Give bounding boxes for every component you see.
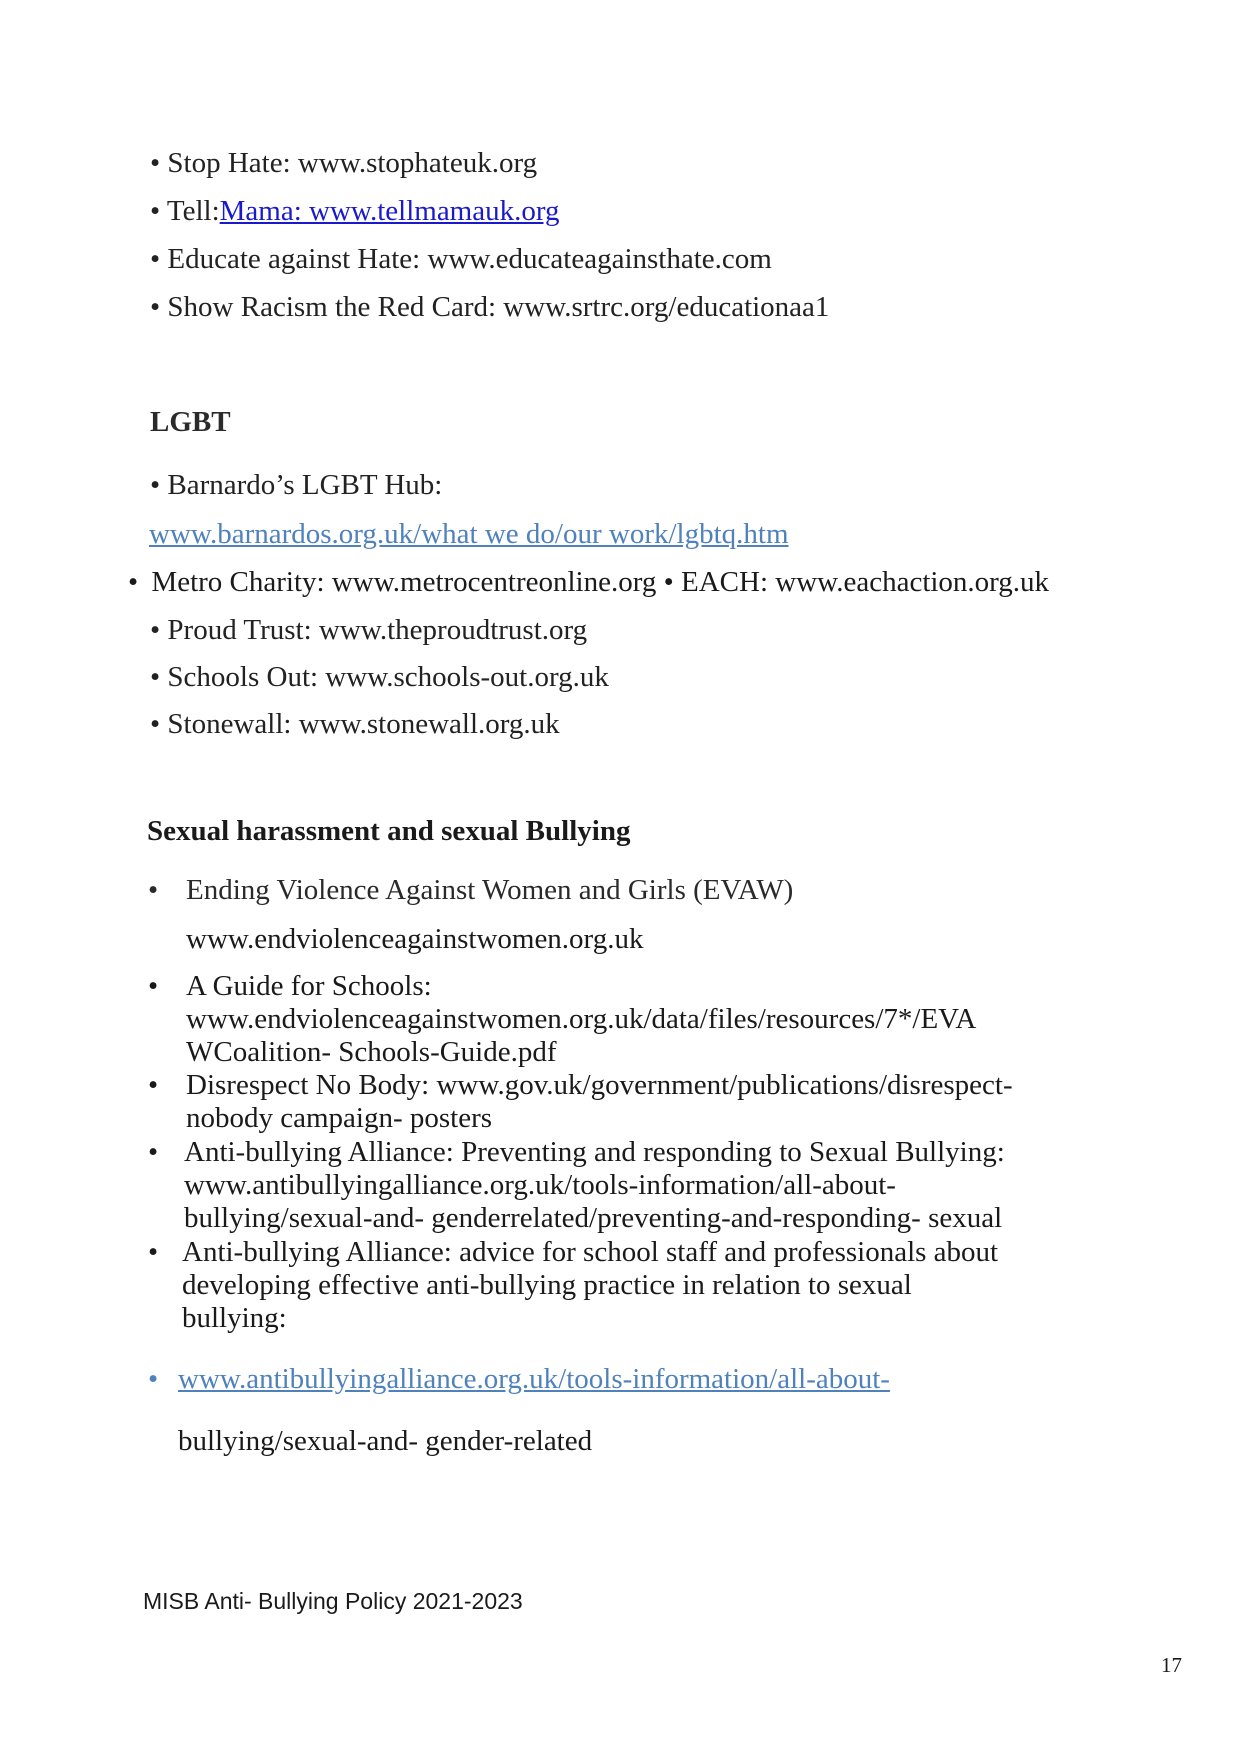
- bullet: •: [148, 1069, 159, 1101]
- list-item-line: Disrespect No Body: www.gov.uk/government/publications/disrespect-: [186, 1069, 1013, 1101]
- bullet: •: [150, 708, 161, 740]
- list-item-line: A Guide for Schools:: [186, 970, 432, 1002]
- bullet: •: [150, 243, 161, 275]
- list-item-final-link: [148, 1362, 890, 1396]
- evaw-url: www.endviolenceagainstwomen.org.uk: [186, 923, 644, 955]
- bullet: •: [148, 1363, 159, 1395]
- list-item-line: www.antibullyingalliance.org.uk/tools-information/all-about-: [184, 1169, 896, 1201]
- list-item-text: Proud Trust: www.theproudtrust.org: [167, 614, 588, 646]
- barnardos-link-line: [149, 517, 789, 551]
- bullet: •: [128, 566, 139, 598]
- list-item-evaw: [148, 873, 794, 907]
- section-heading-lgbt: LGBT: [150, 406, 231, 438]
- bullet: •: [150, 147, 161, 179]
- list-item-line: Anti-bullying Alliance: advice for school staff and professionals about: [182, 1236, 999, 1268]
- list-item-line: www.endviolenceagainstwomen.org.uk/data/files/resources/7*/EVA: [186, 1003, 977, 1035]
- tell-mama-link[interactable]: Mama: www.tellmamauk.org: [219, 195, 560, 227]
- bullet: •: [150, 291, 161, 323]
- list-item-text: Schools Out: www.schools-out.org.uk: [167, 661, 609, 693]
- list-item-prefix: Tell:: [166, 195, 220, 227]
- section-heading-sexual-harassment: Sexual harassment and sexual Bullying: [147, 815, 631, 847]
- bullet: •: [148, 970, 159, 1002]
- page-number: 17: [1161, 1653, 1182, 1677]
- list-item-proud-trust: [150, 613, 587, 647]
- list-item-line: nobody campaign- posters: [186, 1102, 493, 1134]
- list-item-text: Educate against Hate: www.educateagainsthate.com: [167, 243, 772, 275]
- list-item-tell-mama: [150, 194, 560, 228]
- list-item-stonewall: [150, 707, 560, 741]
- footer-title: MISB Anti- Bullying Policy 2021-2023: [143, 1588, 523, 1614]
- antibullying-alliance-link[interactable]: www.antibullyingalliance.org.uk/tools-information/all-about-: [178, 1363, 890, 1395]
- list-item-text: Barnardo’s LGBT Hub:: [167, 469, 443, 501]
- list-item-stop-hate: [150, 146, 537, 180]
- bullet: •: [148, 1136, 159, 1168]
- bullet: •: [150, 469, 161, 501]
- bullet: •: [148, 874, 159, 906]
- list-item-schools-out: [150, 660, 609, 694]
- list-item-line: developing effective anti-bullying practice in relation to sexual: [182, 1269, 912, 1301]
- list-item-text: Metro Charity: www.metrocentreonline.org • EACH: www.eachaction.org.uk: [151, 566, 1050, 598]
- list-item-show-racism: [150, 290, 829, 324]
- bullet: •: [150, 614, 161, 646]
- list-item-line: Anti-bullying Alliance: Preventing and responding to Sexual Bullying:: [184, 1136, 1005, 1168]
- list-item-barnardos: [150, 468, 442, 502]
- bullet: •: [148, 1236, 159, 1268]
- list-item-text: Stonewall: www.stonewall.org.uk: [167, 708, 560, 740]
- list-item-text: Ending Violence Against Women and Girls (EVAW): [186, 874, 794, 906]
- list-item-text: Show Racism the Red Card: www.srtrc.org/educationaa1: [167, 291, 830, 323]
- final-link-continuation: bullying/sexual-and- gender-related: [178, 1425, 593, 1457]
- barnardos-link[interactable]: www.barnardos.org.uk/what we do/our work/lgbtq.htm: [149, 518, 789, 550]
- list-item-text: Stop Hate: www.stophateuk.org: [167, 147, 538, 179]
- list-item-educate-against-hate: [150, 242, 772, 276]
- list-item-line: bullying:: [182, 1302, 287, 1334]
- bullet: •: [150, 661, 161, 693]
- list-item-line: WCoalition- Schools-Guide.pdf: [186, 1036, 557, 1068]
- bullet: •: [150, 195, 161, 227]
- list-item-metro-each: [128, 565, 1049, 599]
- list-item-line: bullying/sexual-and- genderrelated/preventing-and-responding- sexual: [184, 1202, 1003, 1234]
